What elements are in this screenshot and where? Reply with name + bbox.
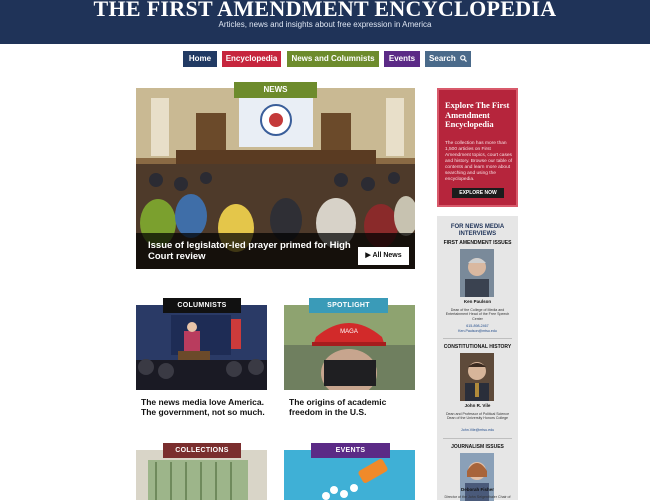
columnists-title[interactable]: The news media love America. The government, not so much. — [141, 397, 265, 417]
expert-category: JOURNALISM ISSUES — [451, 444, 504, 450]
explore-now-button[interactable]: EXPLORE NOW — [452, 188, 504, 198]
columnists-label[interactable]: COLUMNISTS — [163, 298, 241, 313]
expert-portrait — [460, 249, 494, 297]
nav-events[interactable]: Events — [384, 51, 420, 67]
nav-search-label: Search — [429, 54, 456, 63]
news-media-interviews-panel — [437, 216, 518, 500]
site-header — [0, 0, 650, 44]
expert-role: Director of the John Seigenthaler Chair of — [444, 495, 511, 499]
press-room-photo — [136, 305, 267, 390]
expert-photo — [460, 453, 494, 501]
divider — [443, 338, 512, 339]
nav-search[interactable] — [425, 51, 471, 67]
site-tagline: Articles, news and insights about free expression in America — [218, 20, 432, 29]
red-cap-photo — [284, 305, 415, 390]
nav-news-and-columnists[interactable]: News and Columnists — [287, 51, 379, 67]
all-news-button[interactable] — [358, 247, 409, 265]
expert-email[interactable]: John.Vile@mtsu.edu — [460, 428, 495, 432]
expert-portrait — [460, 353, 494, 401]
news-label[interactable]: NEWS — [234, 82, 317, 98]
expert-role: Dean and Professor of Political Science Dean of the University Honors College — [445, 412, 510, 421]
nav-encyclopedia[interactable]: Encyclopedia — [222, 51, 281, 67]
expert-category: CONSTITUTIONAL HISTORY — [443, 344, 512, 350]
expert-category: FIRST AMENDMENT ISSUES — [443, 240, 512, 246]
expert-name: Ken Paulson — [463, 299, 492, 304]
expert-email[interactable]: Ken.Paulson@mtsu.edu — [458, 329, 497, 333]
all-news-label: All News — [372, 252, 402, 259]
play-icon: ▶ — [365, 252, 373, 259]
expert-photo — [460, 353, 494, 401]
expert-phone: 615-898-2467 — [466, 324, 489, 328]
main-nav — [0, 51, 650, 67]
spotlight-image[interactable] — [284, 305, 415, 390]
spotlight-title[interactable]: The origins of academic freedom in the U.S. — [289, 397, 387, 417]
search-icon — [460, 55, 467, 62]
svg-text:MAGA: MAGA — [340, 329, 358, 335]
columnists-image[interactable] — [136, 305, 267, 390]
news-headline[interactable]: Issue of legislator-led prayer primed for High Court review — [148, 240, 351, 262]
nav-home[interactable]: Home — [183, 51, 217, 67]
expert-name: John R. Vile — [464, 403, 491, 408]
promo-body: The collection has more than 1,500 articles on First Amendment topics, court cases and history. Browse our table of contents and learn more about searching and using the encyclopedia. — [445, 141, 513, 182]
site-title[interactable]: THE FIRST AMENDMENT ENCYCLOPEDIA — [93, 0, 557, 21]
collections-label[interactable]: COLLECTIONS — [163, 443, 241, 458]
divider — [443, 438, 512, 439]
expert-name: Deborah Fisher — [460, 487, 494, 492]
expert-photo — [460, 249, 494, 297]
events-label[interactable]: EVENTS — [311, 443, 390, 458]
spotlight-label[interactable]: SPOTLIGHT — [309, 298, 388, 313]
promo-title: Explore The First Amendment Encyclopedia — [445, 100, 510, 129]
experts-heading: FOR NEWS MEDIA INTERVIEWS — [450, 224, 505, 237]
explore-promo[interactable] — [437, 88, 518, 207]
expert-portrait — [460, 453, 494, 501]
expert-role: Dean of the College of Media and Entertainment Head of the Free Speech Center — [445, 308, 510, 321]
